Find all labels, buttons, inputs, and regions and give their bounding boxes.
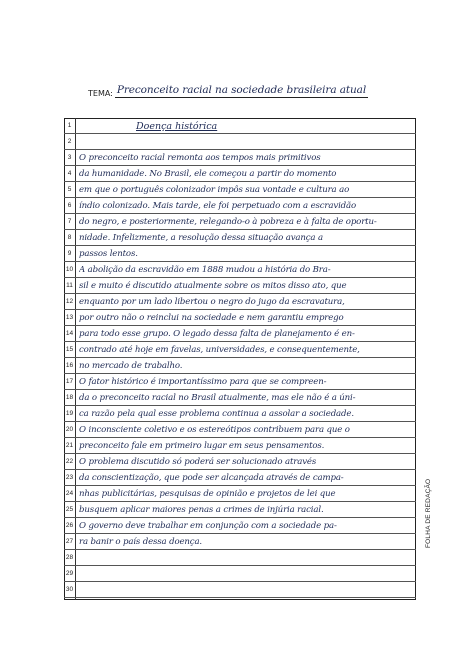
line-number: 19 — [65, 410, 74, 417]
essay-line — [64, 246, 416, 262]
line-text: busquem aplicar maiores penas a crimes de injúria racial. — [79, 505, 324, 515]
essay-line — [64, 518, 416, 534]
line-text: ca razão pela qual esse problema continua a assolar a sociedade. — [79, 409, 354, 419]
line-number: 5 — [67, 186, 72, 193]
line-text: índio colonizado. Mais tarde, ele foi perpetuado com a escravidão — [79, 201, 357, 211]
line-number: 16 — [65, 362, 74, 369]
essay-line — [64, 582, 416, 598]
line-number: 13 — [65, 314, 74, 321]
essay-line — [64, 262, 416, 278]
essay-line — [64, 134, 416, 150]
essay-line — [64, 374, 416, 390]
line-number: 15 — [65, 346, 74, 353]
line-number: 25 — [65, 506, 74, 513]
essay-line — [64, 438, 416, 454]
line-text: da humanidade. No Brasil, ele começou a partir do momento — [79, 169, 337, 179]
essay-line — [64, 566, 416, 582]
line-number: 30 — [65, 586, 74, 593]
essay-line — [64, 358, 416, 374]
essay-line — [64, 294, 416, 310]
line-text: ra banir o país dessa doença. — [79, 537, 203, 547]
line-number: 28 — [65, 554, 74, 561]
essay-line — [64, 470, 416, 486]
line-text: O problema discutido só poderá ser solucionado através — [79, 457, 317, 467]
line-number: 3 — [67, 154, 72, 161]
line-text: nhas publicitárias, pesquisas de opinião e projetos de lei que — [79, 489, 336, 499]
line-number: 27 — [65, 538, 74, 545]
line-number: 8 — [67, 234, 72, 241]
essay-line — [64, 390, 416, 406]
line-number: 18 — [65, 394, 74, 401]
essay-line — [64, 486, 416, 502]
essay-line — [64, 230, 416, 246]
line-number: 20 — [65, 426, 74, 433]
line-text: em que o português colonizador impôs sua vontade e cultura ao — [79, 185, 350, 195]
line-number: 4 — [67, 170, 72, 177]
line-number: 1 — [67, 122, 72, 129]
line-number: 10 — [65, 266, 74, 273]
essay-line — [64, 198, 416, 214]
line-number: 2 — [67, 138, 72, 145]
essay-line — [64, 342, 416, 358]
essay-line — [64, 326, 416, 342]
line-text: para todo esse grupo. O legado dessa falta de planejamento é en- — [79, 329, 355, 339]
line-text: O preconceito racial remonta aos tempos mais primitivos — [79, 153, 321, 163]
essay-line — [64, 214, 416, 230]
essay-line — [64, 118, 416, 134]
line-text: O inconsciente coletivo e os estereótipos contribuem para que o — [79, 425, 350, 435]
line-text: passos lentos. — [79, 249, 138, 259]
theme-value: Preconceito racial na sociedade brasileira atual — [116, 84, 367, 96]
line-number: 29 — [65, 570, 74, 577]
essay-line — [64, 454, 416, 470]
essay-line — [64, 278, 416, 294]
line-number: 6 — [67, 202, 72, 209]
essay-line — [64, 182, 416, 198]
essay-line — [64, 310, 416, 326]
line-text: por outro não o reinclui na sociedade e nem garantiu emprego — [79, 313, 344, 323]
line-number: 26 — [65, 522, 74, 529]
essay-line — [64, 502, 416, 518]
line-text: da o preconceito racial no Brasil atualmente, mas ele não é a úni- — [79, 393, 356, 403]
line-text: preconceito fale em primeiro lugar em seus pensamentos. — [79, 441, 325, 451]
line-text: no mercado de trabalho. — [79, 361, 183, 371]
line-number: 9 — [67, 250, 72, 257]
sheet-side-label: FOLHA DE REDAÇÃO — [425, 478, 432, 548]
line-number: 14 — [65, 330, 74, 337]
line-text: do negro, e posteriormente, relegando-o à pobreza e à falta de oportu- — [79, 217, 377, 227]
theme-label: TEMA: — [88, 89, 113, 98]
essay-line — [64, 534, 416, 550]
essay-line — [64, 550, 416, 566]
line-number: 23 — [65, 474, 74, 481]
line-number: 21 — [65, 442, 74, 449]
line-text: A abolição da escravidão em 1888 mudou a história do Bra- — [79, 265, 331, 275]
line-text: nidade. Infelizmente, a resolução dessa situação avança a — [79, 233, 323, 243]
theme-header — [88, 80, 408, 98]
essay-title: Doença histórica — [136, 121, 218, 132]
line-number: 7 — [67, 218, 72, 225]
line-number: 17 — [65, 378, 74, 385]
essay-line — [64, 422, 416, 438]
line-text: O fator histórico é importantíssimo para que se compreen- — [79, 377, 327, 387]
line-text: enquanto por um lado libertou o negro do jugo da escravatura, — [79, 297, 345, 307]
line-text: da conscientização, que pode ser alcançada através de campa- — [79, 473, 344, 483]
line-number: 22 — [65, 458, 74, 465]
essay-line — [64, 166, 416, 182]
line-number: 12 — [65, 298, 74, 305]
line-number: 24 — [65, 490, 74, 497]
essay-line — [64, 150, 416, 166]
line-text: contrado até hoje em favelas, universidades, e consequentemente, — [79, 345, 360, 355]
line-text: O governo deve trabalhar em conjunção com a sociedade pa- — [79, 521, 337, 531]
essay-line — [64, 406, 416, 422]
line-text: sil e muito é discutido atualmente sobre os mitos disso ato, que — [79, 281, 347, 291]
line-number: 11 — [66, 282, 73, 289]
